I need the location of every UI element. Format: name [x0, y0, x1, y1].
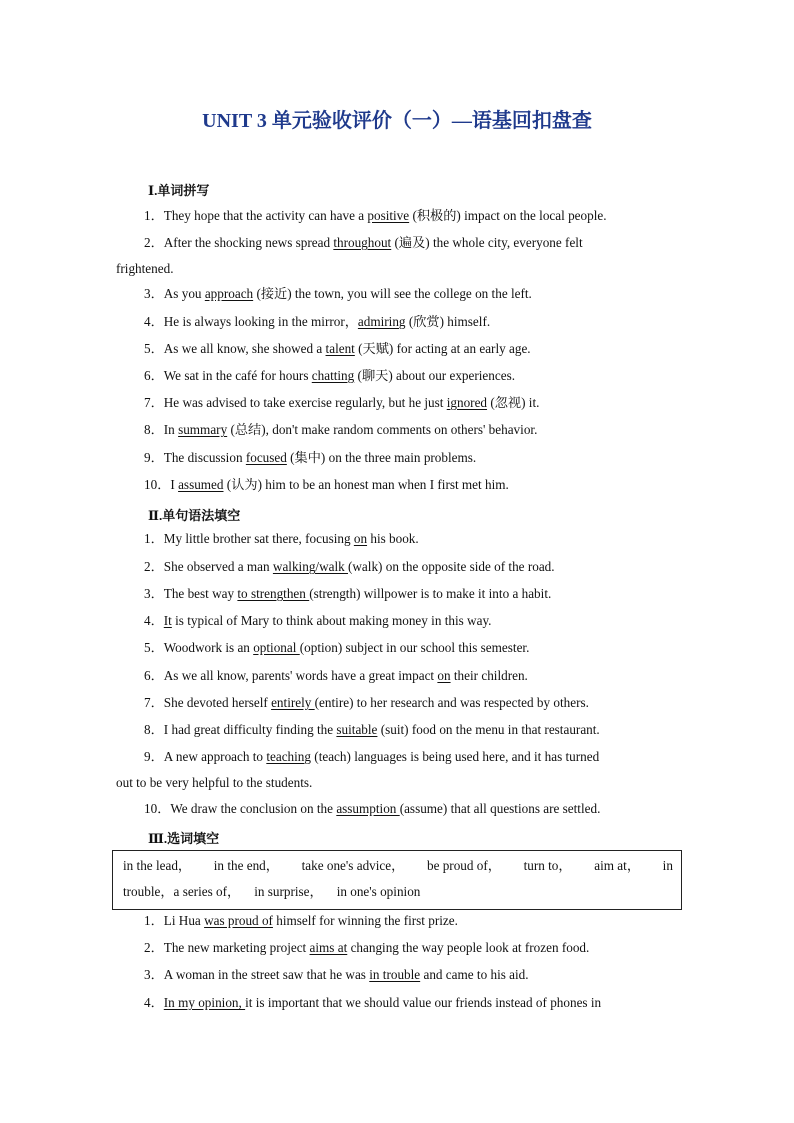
question-number: 5． [144, 341, 164, 356]
question-item [144, 935, 678, 961]
question-number: 7． [144, 695, 164, 710]
question-item [144, 526, 678, 552]
question-item [144, 581, 678, 607]
question-number: 4． [144, 995, 164, 1010]
question-text: is typical of Mary to think about making money in this way. [171, 613, 492, 628]
question-item [144, 990, 678, 1016]
question-number: 8． [144, 722, 164, 737]
question-number: 2． [144, 940, 164, 955]
question-number: 2． [144, 559, 164, 574]
question-text: The discussion [163, 450, 246, 465]
question-text: Woodwork is an [163, 640, 254, 655]
answer-blank: throughout [333, 235, 392, 250]
answer-blank: ignored [446, 395, 488, 410]
question-item [144, 390, 678, 416]
answer-blank: assumption [336, 801, 400, 816]
question-number: 3． [144, 967, 164, 982]
question-number: 1． [144, 208, 164, 223]
question-text: After the shocking news spread [163, 235, 334, 250]
question-continuation: frightened. [116, 261, 174, 276]
question-text: (集中) on the three main problems. [286, 450, 477, 465]
word-bank-row-2 [123, 879, 673, 905]
question-number: 4． [144, 314, 164, 329]
answer-blank: teaching [266, 749, 311, 764]
section-1-heading: Ⅰ.单词拼写 [148, 183, 210, 198]
question-text: I had great difficulty finding the [163, 722, 337, 737]
question-text: As you [163, 286, 205, 301]
answer-blank: positive [367, 208, 410, 223]
question-number: 2． [144, 235, 164, 250]
question-text: it is important that we should value our friends instead of phones in [245, 995, 602, 1010]
word-bank-box [112, 850, 682, 910]
question-item [116, 230, 678, 282]
word-bank-item: trouble，a series of， [123, 884, 241, 899]
question-text: (遍及) the whole city, everyone felt [391, 235, 583, 250]
answer-blank: talent [325, 341, 355, 356]
question-item [144, 445, 678, 471]
question-text: his book. [367, 531, 419, 546]
question-number: 10． [144, 477, 171, 492]
question-text: (忽视) it. [487, 395, 540, 410]
answer-blank: chatting [311, 368, 355, 383]
word-bank-item: in surprise， [254, 884, 323, 899]
question-text: (teach) languages is being used here, and it has turned [311, 749, 600, 764]
word-bank-item: in the end， [213, 858, 279, 873]
question-text: himself for winning the first prize. [272, 913, 458, 928]
question-item [144, 635, 678, 661]
question-text: We sat in the café for hours [163, 368, 312, 383]
question-text: As we all know, she showed a [163, 341, 326, 356]
answer-blank: optional [253, 640, 300, 655]
question-item [144, 203, 678, 229]
word-bank-item: take one's advice， [301, 858, 405, 873]
question-continuation: out to be very helpful to the students. [116, 775, 313, 790]
answer-blank: summary [178, 422, 228, 437]
question-text: (assume) that all questions are settled. [399, 801, 601, 816]
question-text: A new approach to [163, 749, 267, 764]
answer-blank: walking/walk [272, 559, 349, 574]
question-text: He was advised to take exercise regularly, but he just [163, 395, 447, 410]
word-bank-item: in [662, 858, 673, 873]
word-bank-item: in one's opinion [336, 884, 421, 899]
question-text: (聊天) about our experiences. [354, 368, 516, 383]
answer-blank: aims at [309, 940, 348, 955]
question-number: 6． [144, 368, 164, 383]
question-number: 3． [144, 286, 164, 301]
question-number: 1． [144, 913, 164, 928]
section-2-heading: Ⅱ.单句语法填空 [148, 508, 241, 523]
answer-blank: suitable [336, 722, 378, 737]
question-text: (认为) him to be an honest man when I first met him. [223, 477, 509, 492]
question-text: She observed a man [163, 559, 273, 574]
question-text: (walk) on the opposite side of the road. [348, 559, 555, 574]
word-bank-item: in the lead， [123, 858, 192, 873]
question-item [144, 608, 678, 634]
question-item [144, 417, 678, 443]
question-text: As we all know, parents' words have a great impact [163, 668, 438, 683]
question-item [116, 744, 678, 796]
question-number: 6． [144, 668, 164, 683]
question-text: (欣赏) himself. [405, 314, 491, 329]
word-bank-row-1 [123, 853, 673, 879]
question-item [144, 908, 678, 934]
question-text: (option) subject in our school this semester. [299, 640, 530, 655]
question-text: We draw the conclusion on the [170, 801, 337, 816]
answer-blank: on [437, 668, 451, 683]
answer-blank: In my opinion, [163, 995, 246, 1010]
question-text: They hope that the activity can have a [163, 208, 368, 223]
question-text: (suit) food on the menu in that restaurant. [377, 722, 600, 737]
question-text: changing the way people look at frozen food. [347, 940, 590, 955]
question-item [144, 663, 678, 689]
question-text: and came to his aid. [420, 967, 529, 982]
question-number: 10． [144, 801, 171, 816]
question-text: (strength) willpower is to make it into a habit. [309, 586, 552, 601]
question-text: Li Hua [163, 913, 205, 928]
question-number: 9． [144, 749, 164, 764]
answer-blank: to strengthen [237, 586, 310, 601]
question-text: The new marketing project [163, 940, 310, 955]
question-text: In [163, 422, 179, 437]
question-text: (总结), don't make random comments on others' behavior. [227, 422, 538, 437]
question-item [144, 336, 678, 362]
answer-blank: assumed [178, 477, 224, 492]
question-item [144, 554, 678, 580]
question-text: The best way [163, 586, 238, 601]
question-number: 5． [144, 640, 164, 655]
word-bank-item: be proud of， [426, 858, 501, 873]
answer-blank: It [163, 613, 172, 628]
question-item [144, 796, 678, 822]
question-text: My little brother sat there, focusing [163, 531, 354, 546]
question-item [144, 363, 678, 389]
question-text: She devoted herself [163, 695, 272, 710]
question-text: (接近) the town, you will see the college on the left. [253, 286, 532, 301]
question-text: their children. [450, 668, 528, 683]
question-number: 7． [144, 395, 164, 410]
answer-blank: focused [245, 450, 287, 465]
question-number: 9． [144, 450, 164, 465]
answer-blank: on [353, 531, 368, 546]
question-item [144, 281, 678, 307]
question-text: He is always looking in the mirror， [163, 314, 358, 329]
question-number: 3． [144, 586, 164, 601]
question-number: 4． [144, 613, 164, 628]
answer-blank: approach [204, 286, 254, 301]
question-item [144, 472, 678, 498]
question-item [144, 962, 678, 988]
question-text: (entire) to her research and was respected by others. [314, 695, 589, 710]
question-text: A woman in the street saw that he was [163, 967, 370, 982]
question-item [144, 717, 678, 743]
section-3-heading: Ⅲ.选词填空 [148, 831, 220, 846]
question-text: (积极的) impact on the local people. [409, 208, 607, 223]
word-bank-item: aim at， [594, 858, 641, 873]
page-title: UNIT 3 单元验收评价（一）—语基回扣盘查 [202, 110, 592, 132]
word-bank-item: turn to， [523, 858, 572, 873]
answer-blank: in trouble [369, 967, 421, 982]
question-text: (天赋) for acting at an early age. [354, 341, 531, 356]
question-number: 8． [144, 422, 164, 437]
question-text: I [170, 477, 179, 492]
question-item [144, 309, 678, 335]
question-number: 1． [144, 531, 164, 546]
answer-blank: entirely [271, 695, 315, 710]
answer-blank: admiring [357, 314, 406, 329]
answer-blank: was proud of [204, 913, 273, 928]
question-item [144, 690, 678, 716]
